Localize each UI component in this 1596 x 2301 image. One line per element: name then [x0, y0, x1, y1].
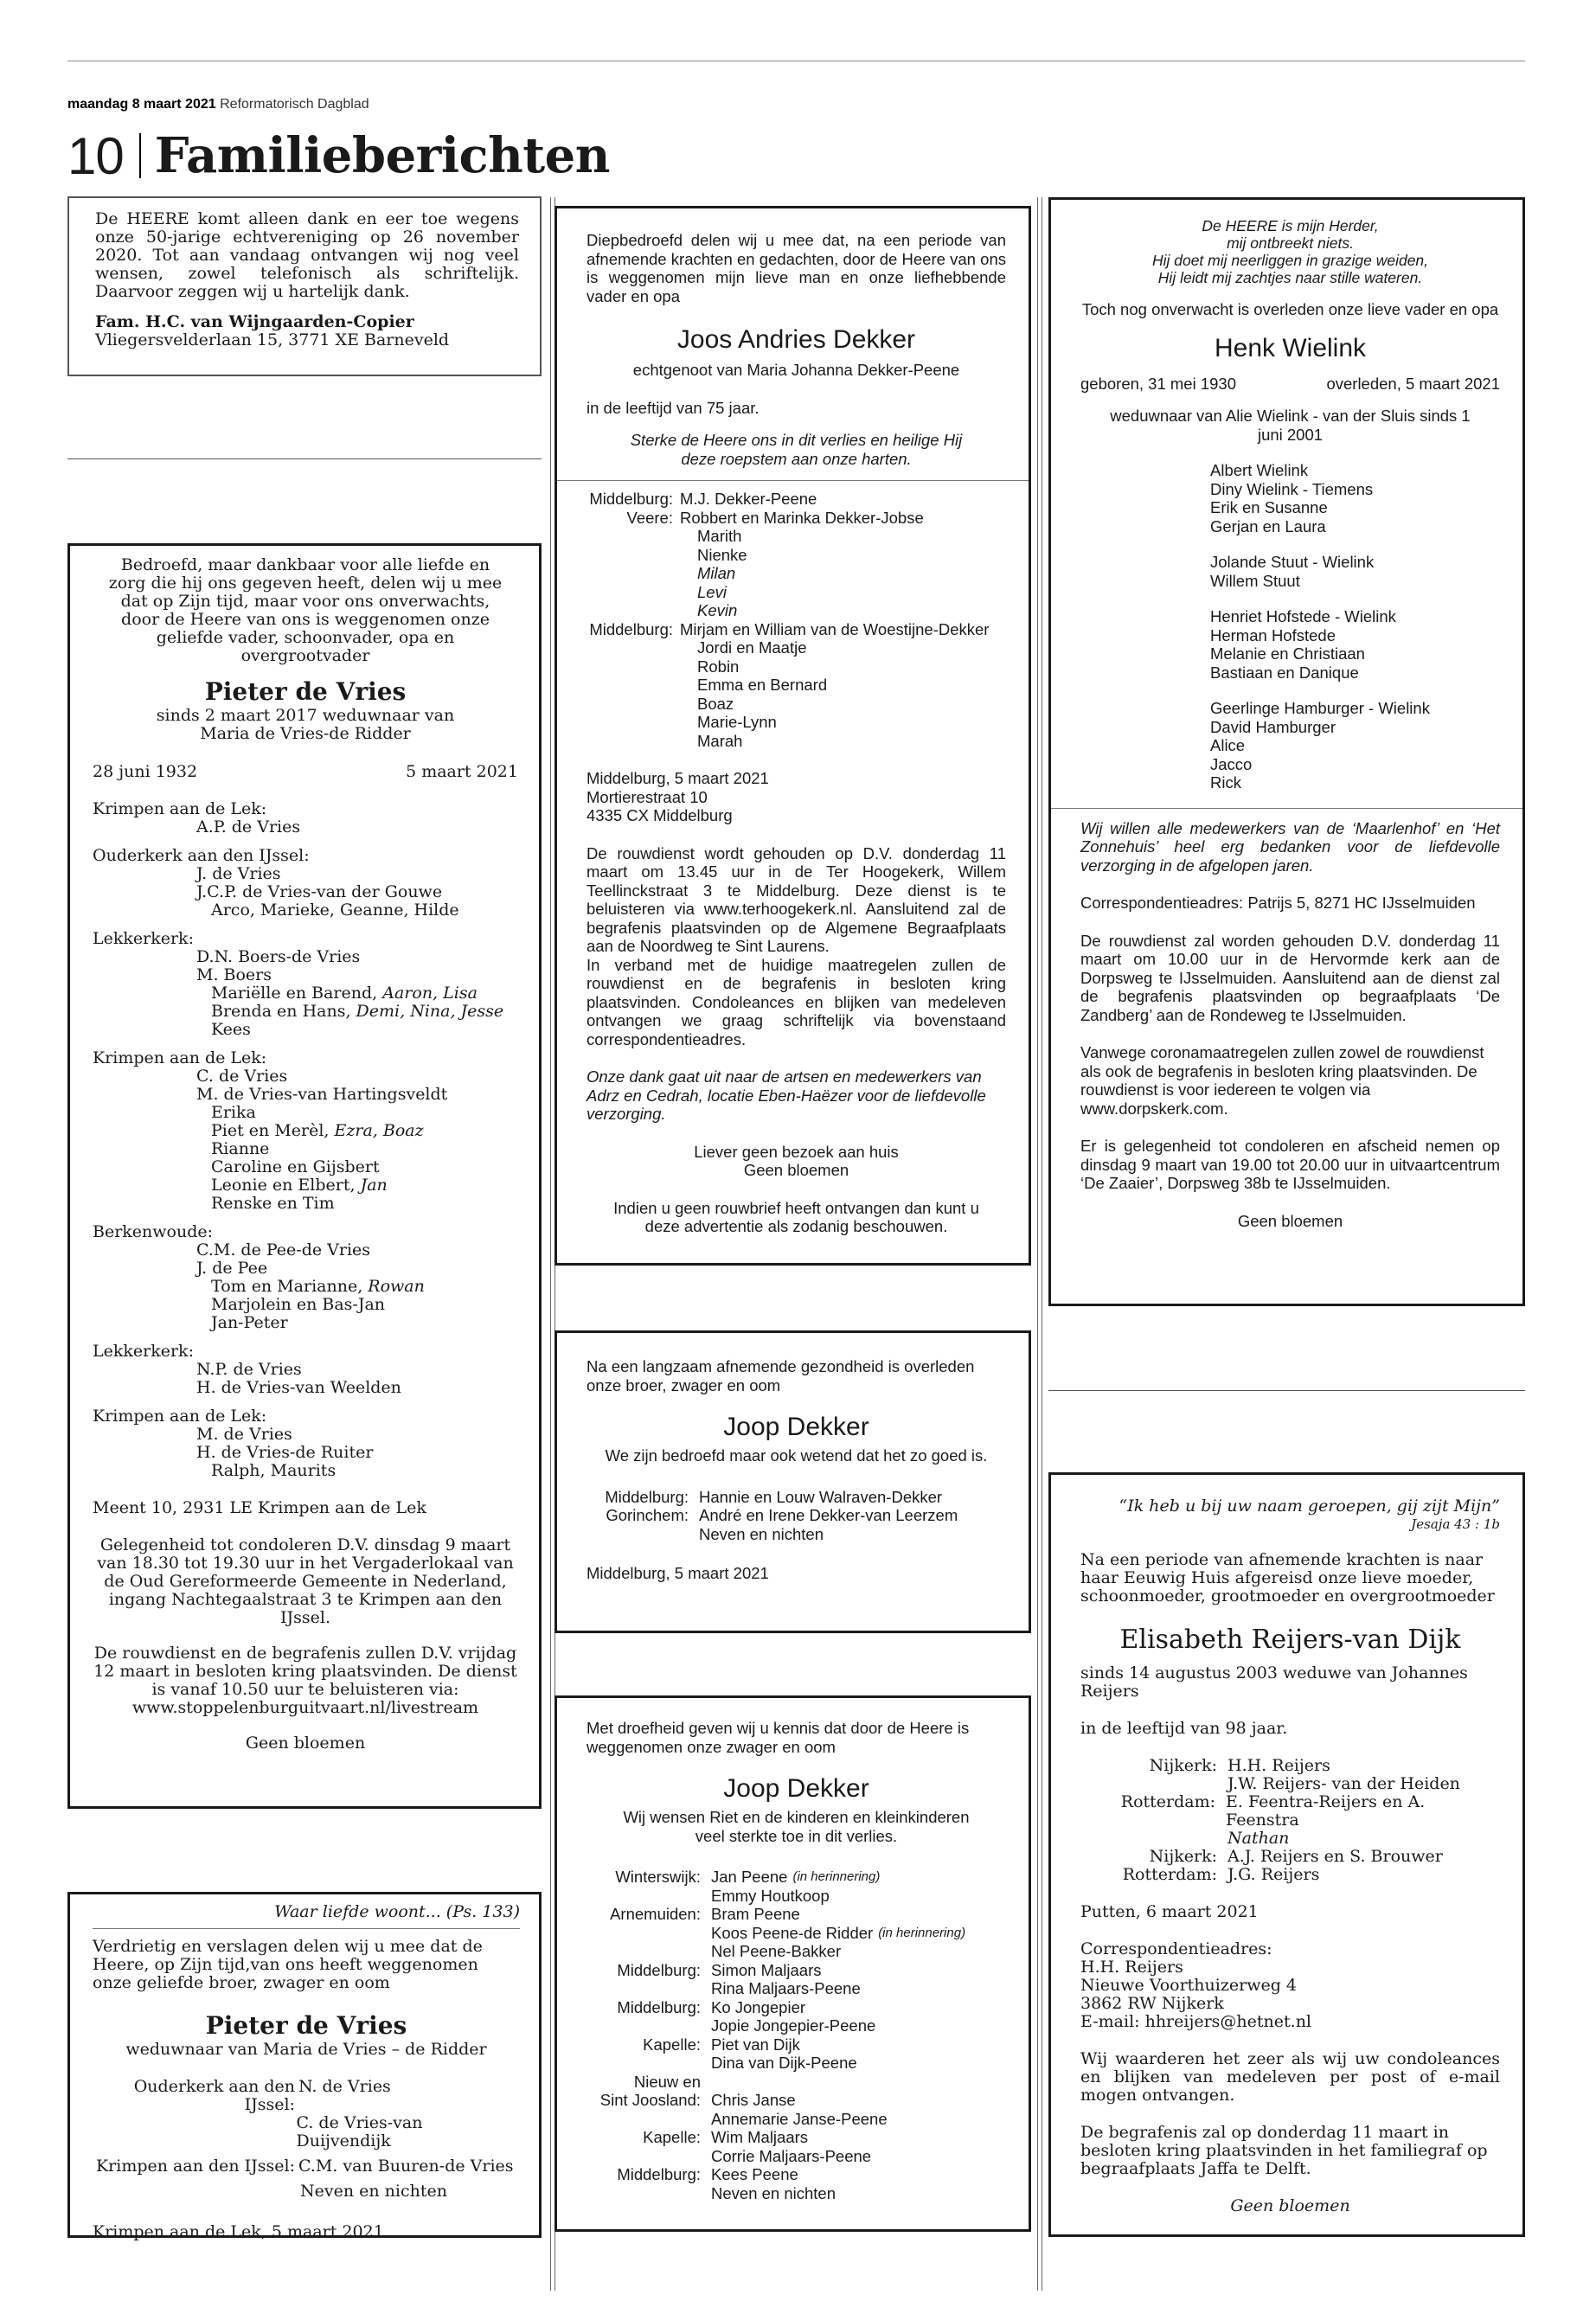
family-location: Middelburg:: [617, 2165, 701, 2183]
joos-covid: In verband met de huidige maatregelen zullen de rouwdienst en de begrafenis in besloten kring plaatsvinden. Condoleances en blijken van medeleven ontvangen we graag schriftelijk via bovenstaand correspondentieadres.: [586, 955, 1006, 1048]
family-member: Wim Maljaars: [711, 2128, 809, 2146]
family-member: Kees: [211, 1020, 251, 1039]
family-row: [93, 2114, 520, 2150]
family-member: Renske en Tim: [211, 1194, 335, 1213]
joop2-intro: Met droefheid geven wij u kennis dat door de Heere is weggenomen onze zwager en oom: [586, 1719, 970, 1756]
family-location: [586, 638, 680, 657]
pieter2-place-date: Krimpen aan de Lek, 5 maart 2021: [93, 2222, 384, 2241]
henk-intro: Toch nog onverwacht is overleden onze lieve vader en opa: [1081, 300, 1499, 318]
joop2-wish: Wij wensen Riet en de kinderen en kleinkinderen veel sterkte toe in dit verlies.: [623, 1808, 970, 1845]
family-location: Sint Joosland:: [599, 2091, 701, 2109]
family-location: [586, 527, 680, 546]
pieter-sub2: Maria de Vries-de Ridder: [200, 724, 411, 743]
family-row: [586, 601, 1006, 620]
family-location: Veere:: [626, 508, 673, 527]
family-location: [586, 713, 680, 732]
elisabeth-verse: “Ik heb u bij uw naam geroepen, gij zijt Mijn”: [1118, 1497, 1500, 1516]
family-location: [586, 695, 680, 714]
family-location: Middelburg:: [617, 1960, 701, 1979]
family-member: M. de Vries: [196, 1425, 292, 1444]
verse-line: mij ontbreekt niets.: [1227, 234, 1354, 252]
family-location: [1080, 1775, 1227, 1793]
family-member: Emma en Bernard: [697, 676, 828, 694]
family-location: Nijkerk:: [1149, 1756, 1217, 1775]
family-location: Middelburg:: [589, 490, 673, 508]
family-location: [586, 1942, 711, 1961]
family-location: Winterswijk:: [615, 1868, 701, 1886]
family-location: [586, 2054, 711, 2073]
ad-elisabeth-reijers: [1048, 1472, 1525, 2237]
header-divider: [139, 133, 141, 178]
family-member: Nathan: [1227, 1829, 1290, 1848]
joos-name: Joos Andries Dekker: [676, 325, 916, 354]
elisabeth-name: Elisabeth Reijers-van Dijk: [1119, 1625, 1461, 1655]
family-member: Alice: [1210, 736, 1246, 754]
family-member: Diny Wielink - Tiemens: [1210, 479, 1374, 498]
family-location: [586, 732, 680, 751]
family-row: [93, 2078, 520, 2114]
elisabeth-age: in de leeftijd van 98 jaar.: [1080, 1719, 1288, 1738]
joos-no-visit: Liever geen bezoek aan huis: [694, 1142, 899, 1161]
family-member: Nel Peene-Bakker: [711, 1942, 842, 1960]
family-location: [586, 564, 680, 583]
joop1-family: [586, 1488, 1006, 1544]
family-member: Hannie en Louw Walraven-Dekker: [699, 1487, 943, 1506]
dateline: [67, 97, 369, 112]
family-member: H. de Vries-de Ruiter: [196, 1443, 374, 1462]
family-row: [586, 2016, 1006, 2035]
pieter-condolence: Gelegenheid tot condoleren D.V. dinsdag 9 maart van 18.30 tot 19.30 uur in het Vergaderlokaal van de Oud Gereformeerde Gemeente in Nederland, ingang Nachtegaalstraat 3 te Krimpen aan den IJssel.: [97, 1535, 514, 1627]
henk-verse: [1080, 217, 1500, 286]
joop1-place-date: Middelburg, 5 maart 2021: [586, 1564, 769, 1582]
joop1-name: Joop Dekker: [723, 1413, 869, 1441]
family-member: Piet en Merèl, Ezra, Boaz: [211, 1121, 424, 1140]
pieter-sub1: sinds 2 maart 2017 weduwnaar van: [156, 706, 455, 725]
pieter2-family: [93, 2078, 520, 2176]
family-member: Arco, Marieke, Geanne, Hilde: [211, 901, 459, 920]
family-location: [586, 1979, 711, 1998]
joop2-name: Joop Dekker: [723, 1774, 869, 1803]
ad-divider: [67, 458, 542, 459]
family-location: Nieuw en: [633, 2072, 701, 2091]
family-member: M. Boers: [196, 965, 272, 984]
family-location: Lekkerkerk:: [93, 929, 194, 948]
family-row: [586, 2128, 1006, 2147]
family-member: Jan-Peter: [211, 1313, 288, 1332]
family-member: J.C.P. de Vries-van der Gouwe: [196, 882, 443, 901]
family-member: C. de Vries: [196, 1067, 288, 1086]
family-member: Melanie en Christiaan: [1210, 644, 1365, 663]
family-location: [586, 2147, 711, 2166]
pieter2-sub: weduwnaar van Maria de Vries – de Ridder: [125, 2040, 487, 2059]
family-row: [586, 1868, 1006, 1887]
family-row: [586, 620, 1006, 639]
family-member: Marah: [697, 731, 743, 750]
family-row: [586, 1506, 1006, 1525]
family-member: Marjolein en Bas-Jan: [211, 1295, 386, 1314]
henk-died: overleden, 5 maart 2021: [1326, 374, 1500, 393]
remembrance-note: (in herinnering): [792, 1869, 881, 1884]
family-member: Marith: [697, 527, 742, 545]
family-row: [586, 1488, 1006, 1507]
family-member: Robbert en Marinka Dekker-Jobse: [680, 508, 924, 527]
family-member: Bram Peene: [711, 1905, 800, 1923]
family-location: Middelburg:: [589, 619, 673, 638]
family-location: [586, 583, 680, 602]
family-member: Jolande Stuut - Wielink: [1210, 553, 1375, 571]
henk-born: geboren, 31 mei 1930: [1080, 374, 1236, 393]
pieter-born: 28 juni 1932: [93, 762, 198, 781]
joos-service: De rouwdienst wordt gehouden op D.V. donderdag 11 maart om 13.45 uur in de Ter Hoogekerk, Willem Teellinckstraat 3 te Middelburg. Deze dienst is te beluisteren via www.terhoogekerk.nl. Aansluitend zal de begrafenis plaatsvinden op de Algemene Begraafplaats aan de Noordweg te Sint Laurens.: [586, 843, 1006, 955]
family-row: [93, 2157, 520, 2176]
family-member: Ko Jongepier: [711, 1997, 806, 2016]
family-location: Kapelle:: [643, 2128, 701, 2146]
joos-spouse: echtgenoot van Maria Johanna Dekker-Peene: [632, 361, 960, 379]
family-member: Boaz: [697, 694, 734, 713]
joos-divider: [557, 480, 1029, 481]
ad-divider: [1048, 1390, 1525, 1391]
ad-thanks: [67, 196, 542, 376]
elisabeth-thanks: Wij waarderen het zeer als wij uw condoleances en blijken van medeleven per post of e-mail mogen ontvangen.: [1080, 2049, 1500, 2105]
family-location: Berkenwoude:: [93, 1222, 214, 1241]
address-line: Middelburg, 5 maart 2021: [586, 769, 769, 787]
family-member: M.J. Dekker-Peene: [680, 490, 817, 508]
family-member: A.P. de Vries: [196, 817, 301, 836]
family-location: Krimpen aan de Lek:: [93, 1407, 267, 1426]
verse-line: Hij leidt mij zachtjes naar stille wateren.: [1157, 269, 1423, 286]
family-location: [586, 546, 680, 565]
family-member: Ralph, Maurits: [211, 1461, 337, 1480]
pieter2-intro: Verdrietig en verslagen delen wij u mee dat de Heere, op Zijn tijd,van ons heeft weggenomen onze geliefde broer, zwager en oom: [93, 1937, 483, 1992]
family-member: Dina van Dijk-Peene: [711, 2054, 857, 2072]
ad-joop-dekker-2: [554, 1695, 1031, 2232]
ad-henk-wielink: [1048, 197, 1525, 1306]
family-member: Caroline en Gijsbert: [211, 1157, 380, 1176]
family-member: C.M. de Pee-de Vries: [196, 1240, 371, 1259]
family-row: [586, 638, 1006, 657]
elisabeth-ref: Jesaja 43 : 1b: [1411, 1516, 1500, 1532]
family-member: Nienke: [697, 545, 747, 564]
family-row: [586, 676, 1006, 695]
family-location: Krimpen aan den IJssel:: [95, 2157, 295, 2176]
family-row: [586, 527, 1006, 546]
family-member: D.N. Boers-de Vries: [196, 947, 361, 966]
family-row: [586, 2165, 1006, 2184]
family-member: Albert Wielink: [1210, 461, 1309, 479]
henk-service: De rouwdienst zal worden gehouden D.V. donderdag 11 maart om 10.00 uur in de Hervormde kerk aan de Dorpsweg te IJsselmuiden. Aansluitend aan de dienst zal de begrafenis plaatsvinden op begraafplaats ‘De Zandberg’ aan de Rondeweg te IJsselmuiden.: [1080, 931, 1500, 1024]
family-member: Emmy Houtkoop: [711, 1886, 830, 1905]
elisabeth-family: [1080, 1757, 1500, 1884]
issue-date: maandag 8 maart 2021: [67, 97, 216, 112]
joos-thanks: Onze dank gaat uit naar de artsen en medewerkers van Adrz en Cedrah, locatie Eben-Haëzer voor de liefdevolle verzorging.: [586, 1067, 986, 1123]
family-row: [586, 2091, 1006, 2110]
family-member: J.W. Reijers- van der Heiden: [1227, 1774, 1460, 1793]
remembrance-note: (in herinnering): [878, 1925, 966, 1940]
joos-intro: Diepbedroefd delen wij u mee dat, na een periode van afnemende krachten en gedachten, door de Heere van ons is weggenomen mijn lieve man en onze liefhebbende vader en opa: [586, 231, 1006, 305]
family-member: C. de Vries-van Duijvendijk: [296, 2113, 423, 2150]
family-member: Willem Stuut: [1210, 571, 1300, 590]
henk-widower: weduwnaar van Alie Wielink - van der Sluis sinds 1 juni 2001: [1110, 407, 1471, 444]
page-number: 10: [67, 126, 124, 185]
joop2-family: [586, 1868, 1006, 2202]
family-member: Erika: [211, 1103, 256, 1122]
family-row: [586, 1905, 1006, 1924]
family-member: H.H. Reijers: [1227, 1756, 1330, 1775]
family-member: E. Feentra-Reijers en A. Feenstra: [1226, 1792, 1426, 1830]
verse-line: De HEERE is mijn Herder,: [1202, 217, 1379, 234]
family-member: Koos Peene-de Ridder: [711, 1923, 874, 1942]
family-row: [586, 546, 1006, 565]
ad-joop-dekker-1: [554, 1330, 1031, 1633]
family-member: N. de Vries: [298, 2077, 391, 2096]
family-member: Gerjan en Laura: [1210, 516, 1326, 535]
family-children: Aaron, Lisa: [382, 984, 478, 1003]
family-row: [586, 1998, 1006, 2017]
family-member: J. de Vries: [196, 864, 281, 883]
family-member: Brenda en Hans, Demi, Nina, Jesse: [211, 1002, 504, 1021]
elisabeth-sub: sinds 14 augustus 2003 weduwe van Johannes Reijers: [1080, 1663, 1468, 1701]
ad-pieter-de-vries-2: [67, 1892, 542, 2241]
family-location: Rotterdam:: [1120, 1792, 1216, 1811]
family-location: [586, 601, 680, 620]
family-member: Jordi en Maatje: [697, 638, 807, 657]
joos-no-card: Indien u geen rouwbrief heeft ontvangen dan kunt u deze advertentie als zodanig beschouwen.: [613, 1198, 979, 1235]
family-member: N.P. de Vries: [196, 1360, 302, 1379]
pieter-no-flowers: Geen bloemen: [245, 1734, 366, 1753]
family-location: [586, 2184, 711, 2203]
family-member: Levi: [697, 582, 727, 601]
family-row: [586, 1887, 1006, 1906]
family-location: Krimpen aan de Lek:: [93, 799, 267, 818]
family-row: [586, 2147, 1006, 2166]
thanks-text: De HEERE komt alleen dank en eer toe wegens onze 50-jarige echtvereniging op 26 november 2020. Tot aan vandaag ontvangen wij nog veel wensen, zowel telefonisch als schriftelijk. Daarvoor zeggen wij u hartelijk dank.: [95, 209, 519, 301]
address-line: 3862 RW Nijkerk: [1080, 1994, 1224, 2013]
family-location: Rotterdam:: [1122, 1865, 1217, 1884]
family-row: [586, 2035, 1006, 2054]
family-member: Corrie Maljaars-Peene: [711, 2146, 872, 2165]
family-member: Piet van Dijk: [711, 2035, 800, 2054]
family-member: Robin: [697, 657, 740, 676]
family-location: Ouderkerk aan den IJssel:: [93, 846, 310, 865]
family-row: [586, 1942, 1006, 1961]
henk-correspondence: Correspondentieadres: Patrijs 5, 8271 HC IJsselmuiden: [1080, 894, 1476, 912]
family-location: [586, 1924, 711, 1943]
family-location: [586, 1525, 699, 1544]
family-row: [586, 1924, 1006, 1943]
joos-age: in de leeftijd van 75 jaar.: [586, 398, 760, 417]
family-member: Tom en Marianne, Rowan: [211, 1277, 425, 1296]
family-row: [586, 2110, 1006, 2129]
family-children: Rowan: [368, 1277, 425, 1296]
family-location: [586, 1887, 711, 1906]
family-row: [1080, 1775, 1500, 1793]
family-member: Jacco: [1210, 754, 1253, 773]
family-row: [586, 564, 1006, 583]
family-row: [586, 2054, 1006, 2073]
pieter2-verse: Waar liefde woont... (Ps. 133): [274, 1902, 520, 1921]
ad-joos-dekker: [554, 206, 1031, 1266]
henk-family-list: [1080, 461, 1500, 792]
family-group: [1210, 699, 1500, 792]
elisabeth-place-date: Putten, 6 maart 2021: [1080, 1902, 1259, 1921]
family-member: André en Irene Dekker-van Leerzem: [699, 1506, 958, 1524]
address-line: 4335 CX Middelburg: [586, 806, 733, 824]
family-children: Ezra, Boaz: [334, 1121, 424, 1140]
family-location: Middelburg:: [617, 1997, 701, 2016]
family-member: Geerlinge Hamburger - Wielink: [1210, 699, 1430, 717]
address-line: E-mail: hhreijers@hetnet.nl: [1080, 2012, 1312, 2031]
family-member: Chris Janse: [711, 2091, 796, 2109]
pieter-service: De rouwdienst en de begrafenis zullen D.V. vrijdag 12 maart in besloten kring plaatsvinden. De dienst is vanaf 10.50 uur te beluisteren via: www.stoppelenburguitvaart.nl/livestream: [93, 1644, 517, 1717]
henk-divider: [1051, 808, 1522, 809]
family-member: Henriet Hofstede - Wielink: [1210, 607, 1396, 625]
family-row: [586, 713, 1006, 732]
elisabeth-intro: Na een periode van afnemende krachten is naar haar Eeuwig Huis afgereisd onze lieve moeder, schoonmoeder, grootmoeder en overgrootmoeder: [1080, 1550, 1495, 1606]
henk-no-flowers: Geen bloemen: [1237, 1211, 1343, 1230]
family-member: Milan: [697, 564, 736, 582]
family-row: [586, 732, 1006, 751]
pieter2-divider: [93, 1928, 520, 1929]
family-location: [1080, 1830, 1227, 1848]
family-member: Herman Hofstede: [1210, 625, 1336, 644]
family-location: [586, 657, 680, 676]
address-line: Mortierestraat 10: [586, 787, 708, 806]
pieter-name: Pieter de Vries: [204, 677, 407, 706]
family-group: [1210, 461, 1500, 535]
family-group: [1210, 607, 1500, 682]
joos-family-list: [586, 490, 1006, 750]
family-member: Kevin: [697, 601, 738, 619]
family-member: J. de Pee: [196, 1259, 268, 1278]
elisabeth-address: [1080, 1940, 1500, 2031]
joos-no-flowers: Geen bloemen: [743, 1161, 849, 1179]
henk-thanks: Wij willen alle medewerkers van de ‘Maarlenhof’ en ‘Het Zonnehuis’ heel erg bedanken voor de liefdevolle verzorging in de afgelopen jaren.: [1080, 818, 1500, 875]
joop1-sub: We zijn bedroefd maar ook wetend dat het zo goed is.: [605, 1446, 988, 1465]
family-location: Kapelle:: [643, 2035, 701, 2054]
pieter2-name: Pieter de Vries: [205, 2011, 407, 2040]
family-row: [586, 1525, 1006, 1544]
address-line: Nieuwe Voorthuizerweg 4: [1080, 1976, 1297, 1995]
family-row: [1080, 1757, 1500, 1775]
henk-condolence: Er is gelegenheid tot condoleren en afscheid nemen op dinsdag 9 maart van 19.00 tot 20.00 uur in uitvaartcentrum ‘De Zaaier’, Dorpsweg 38b te IJsselmuiden.: [1080, 1137, 1500, 1192]
family-location: Nijkerk:: [1149, 1847, 1217, 1866]
pieter-family-list: [93, 800, 518, 1480]
family-location: Lekkerkerk:: [93, 1342, 194, 1361]
family-member: Mariëlle en Barend, Aaron, Lisa: [211, 984, 478, 1003]
pieter-intro: Bedroefd, maar dankbaar voor alle liefde en zorg die hij ons gegeven heeft, delen wij u mee dat op Zijn tijd, maar voor ons onverwachts, door de Heere van ons is weggenomen onze geliefde vader, schoonvader, opa en overgrootvader: [108, 555, 503, 665]
joos-verse: Sterke de Heere ons in dit verlies en heilige Hij deze roepstem aan onze harten.: [630, 431, 963, 468]
family-location: Gorinchem:: [606, 1506, 689, 1524]
family-row: [586, 1979, 1006, 1998]
family-member: A.J. Reijers en S. Brouwer: [1227, 1847, 1443, 1866]
family-row: [1080, 1830, 1500, 1848]
address-line: Correspondentieadres:: [1080, 1939, 1272, 1958]
family-location: Arnemuiden:: [610, 1905, 701, 1923]
family-row: [586, 1961, 1006, 1980]
family-member: Neven en nichten: [711, 2183, 836, 2202]
address-line: H.H. Reijers: [1080, 1958, 1183, 1977]
family-location: [586, 2110, 711, 2129]
henk-covid: Vanwege coronamaatregelen zullen zowel de rouwdienst als ook de begrafenis in besloten kring plaatsvinden. De rouwdienst is voor iedereen te volgen via www.dorpskerk.com.: [1080, 1043, 1484, 1118]
family-row: [586, 583, 1006, 602]
thanks-address: Vliegersvelderlaan 15, 3771 XE Barneveld: [95, 330, 450, 349]
elisabeth-burial: De begrafenis zal op donderdag 11 maart in besloten kring plaatsvinden in het familiegraf op begraafplaats Jaffa te Delft.: [1080, 2123, 1488, 2178]
publication-name: Reformatorisch Dagblad: [220, 97, 369, 112]
family-member: M. de Vries-van Hartingsveldt: [196, 1085, 448, 1104]
family-row: [1080, 1848, 1500, 1866]
pieter-dates: [93, 763, 518, 781]
family-row: [586, 2073, 1006, 2092]
family-location: Krimpen aan de Lek:: [93, 1048, 267, 1067]
ad-pieter-de-vries: [67, 543, 542, 1809]
family-member: Kees Peene: [711, 2165, 798, 2183]
henk-dates: [1080, 375, 1500, 394]
column-divider: [1037, 197, 1038, 2291]
pieter-died: 5 maart 2021: [406, 762, 518, 781]
family-row: [586, 657, 1006, 676]
thanks-family: Fam. H.C. van Wijngaarden-Copier: [95, 312, 414, 331]
joop1-intro: Na een langzaam afnemende gezondheid is overleden onze broer, zwager en oom: [586, 1357, 975, 1394]
verse-line: Hij doet mij neerliggen in grazige weiden,: [1151, 252, 1429, 269]
henk-name: Henk Wielink: [1214, 333, 1367, 362]
family-member: Leonie en Elbert, Jan: [211, 1176, 388, 1195]
family-member: Bastiaan en Danique: [1210, 663, 1359, 682]
family-member: J.G. Reijers: [1227, 1865, 1320, 1884]
elisabeth-no-flowers: Geen bloemen: [1230, 2196, 1350, 2215]
family-member: Rianne: [211, 1139, 270, 1158]
family-member: Simon Maljaars: [711, 1960, 822, 1979]
family-member: Erik en Susanne: [1210, 498, 1328, 516]
family-location: Middelburg:: [605, 1487, 689, 1506]
family-member: H. de Vries-van Weelden: [196, 1378, 401, 1397]
family-location: Ouderkerk aan den IJssel:: [133, 2077, 295, 2114]
family-children: Jan: [360, 1176, 388, 1195]
family-row: [586, 490, 1006, 509]
section-title: Familieberichten: [154, 127, 611, 184]
family-member: Jopie Jongepier-Peene: [711, 2016, 876, 2035]
pieter-address: Meent 10, 2931 LE Krimpen aan de Lek: [93, 1498, 426, 1517]
family-member: Annemarie Janse-Peene: [711, 2109, 888, 2128]
family-member: Mirjam en William van de Woestijne-Dekker: [680, 619, 990, 638]
family-row: [586, 509, 1006, 528]
family-member: Neven en nichten: [699, 1524, 824, 1543]
family-group: [1210, 553, 1500, 590]
family-member: C.M. van Buuren-de Vries: [298, 2157, 514, 2176]
family-member: Rick: [1210, 773, 1241, 792]
family-row: [586, 2184, 1006, 2203]
family-location: [586, 2016, 711, 2035]
family-member: Jan Peene: [711, 1868, 788, 1886]
family-row: [1080, 1793, 1500, 1830]
family-row: [1080, 1866, 1500, 1884]
family-location: [586, 676, 680, 695]
joos-address: [586, 769, 1006, 825]
family-member: Rina Maljaars-Peene: [711, 1979, 861, 1997]
family-member: David Hamburger: [1210, 717, 1336, 736]
pieter2-nephews: Neven en nichten: [300, 2182, 447, 2201]
family-member: Marie-Lynn: [697, 713, 777, 731]
family-children: Demi, Nina, Jesse: [356, 1002, 504, 1021]
page-header: [67, 121, 610, 190]
column-divider: [550, 197, 551, 2291]
family-row: [586, 695, 1006, 714]
family-location: [93, 2114, 296, 2150]
